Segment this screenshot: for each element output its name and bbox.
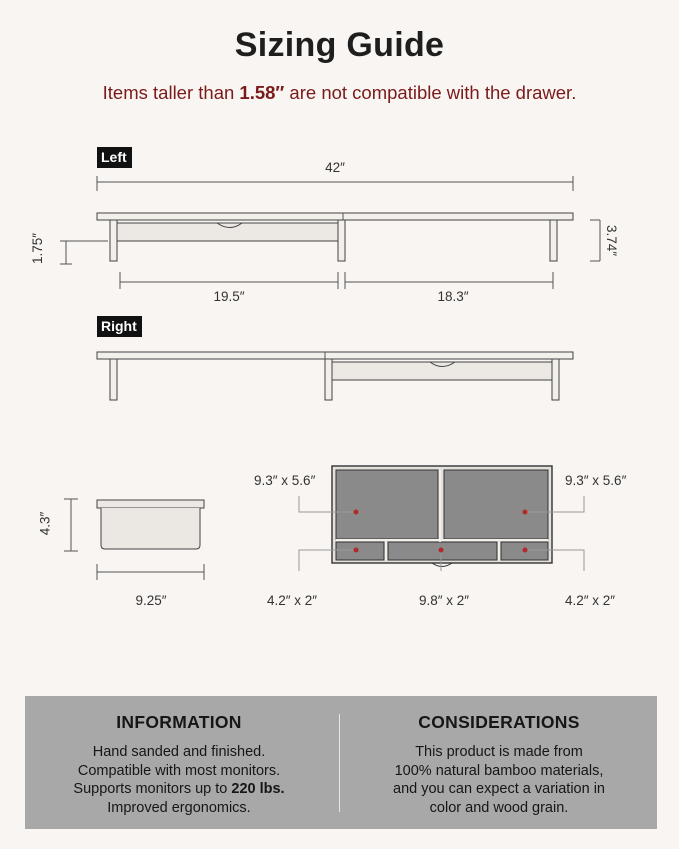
considerations-line: color and wood grain. xyxy=(429,799,569,816)
bottom-left-compartment-label: 4.2″ x 2″ xyxy=(267,593,318,608)
marker-bottom-center xyxy=(439,548,444,553)
considerations-heading: CONSIDERATIONS xyxy=(418,712,580,732)
marker-bottom-left xyxy=(354,548,359,553)
left-tag: Left xyxy=(97,147,132,168)
left-stand-drawing xyxy=(60,176,600,289)
drawer-height-dim-label: 4.3″ xyxy=(37,511,53,536)
left-span-label: 19.5″ xyxy=(213,289,245,304)
top-left-compartment-label: 9.3″ x 5.6″ xyxy=(254,473,316,488)
right-tag: Right xyxy=(97,316,142,337)
considerations-column xyxy=(349,712,649,817)
bottom-right-compartment-label: 4.2″ x 2″ xyxy=(565,593,616,608)
drawer-side-drawing xyxy=(64,499,204,580)
page-title: Sizing Guide xyxy=(234,26,445,64)
considerations-line: 100% natural bamboo materials, xyxy=(394,762,604,779)
information-line: Supports monitors up to 220 lbs. xyxy=(73,781,285,797)
drawer-height-label: 1.75″ xyxy=(30,232,46,265)
bottom-center-compartment-label: 9.8″ x 2″ xyxy=(418,593,470,608)
considerations-line: and you can expect a variation in xyxy=(393,781,605,797)
drawer-width-label: 9.25″ xyxy=(135,593,167,608)
height-limit: 1.58″ xyxy=(239,82,285,103)
information-heading: INFORMATION xyxy=(116,712,242,732)
marker-top-left xyxy=(354,510,359,515)
panel-divider xyxy=(339,714,340,812)
information-line: Compatible with most monitors. xyxy=(77,762,281,779)
overall-width-label: 42″ xyxy=(325,160,345,175)
stand-height-label: 3.74″ xyxy=(604,224,620,257)
right-span-label: 18.3″ xyxy=(437,289,469,304)
considerations-line: This product is made from xyxy=(415,744,583,760)
drawer-top-drawing xyxy=(299,466,584,571)
marker-top-right xyxy=(523,510,528,515)
information-column xyxy=(29,712,329,817)
information-line: Hand sanded and finished. xyxy=(92,744,266,760)
top-right-compartment-label: 9.3″ x 5.6″ xyxy=(565,473,627,488)
compatibility-note: Items taller than 1.58″ are not compatible with the drawer. xyxy=(102,82,577,103)
information-line: Improved ergonomics. xyxy=(107,799,251,816)
info-panel xyxy=(25,696,657,829)
marker-bottom-right xyxy=(523,548,528,553)
right-stand-drawing xyxy=(97,352,573,400)
